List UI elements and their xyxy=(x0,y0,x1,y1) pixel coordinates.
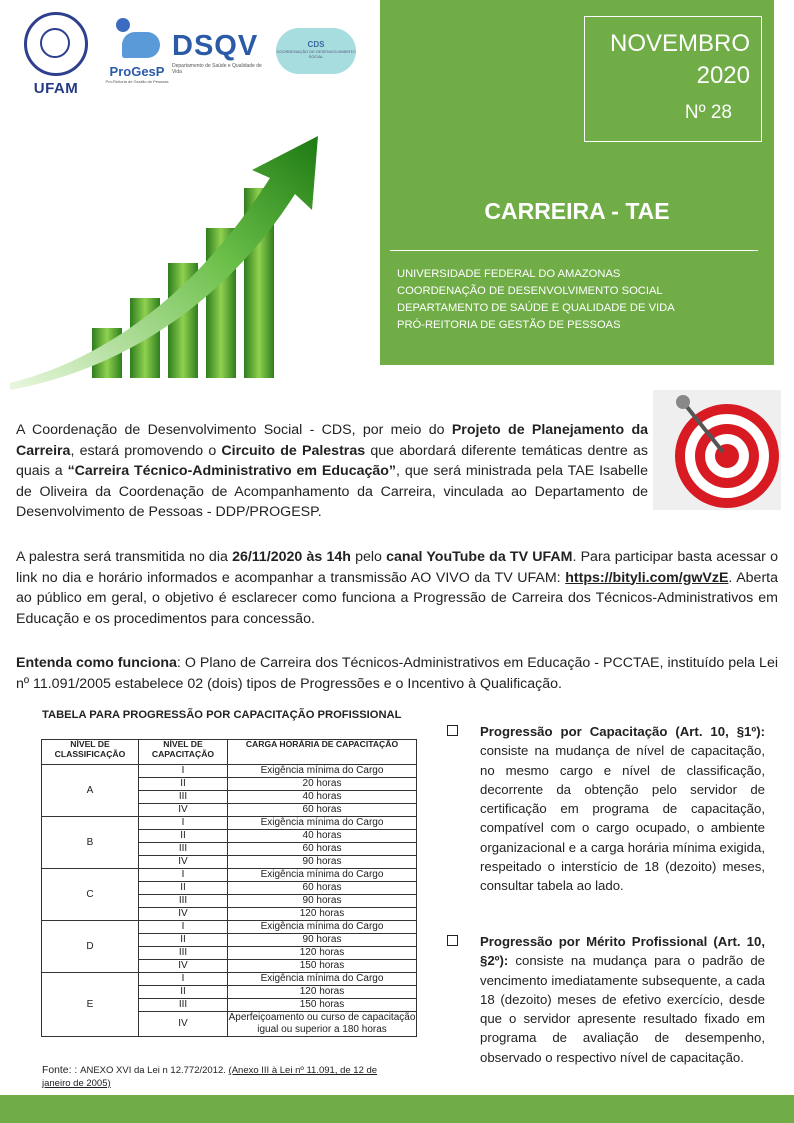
table-source xyxy=(42,1064,402,1090)
broadcast-channel: canal YouTube da TV UFAM xyxy=(386,549,573,565)
capacitation-level-cell: I xyxy=(139,921,228,934)
intro-text: , estará promovendo o xyxy=(70,442,222,459)
table-header: NÍVEL DE CLASSIFICAÇÃO xyxy=(42,740,139,765)
progesp-logo-subtitle: Pró-Reitoria de Gestão de Pessoas xyxy=(105,79,169,84)
title-divider xyxy=(390,250,758,251)
broadcast-text: . Aberta ao público em geral, o objetivo é esclarecer como funciona a Progressão de Carreira dos Técnicos-Administrativos em Educação e os procedimentos para concessão. xyxy=(16,569,778,627)
capacitation-level-cell: I xyxy=(139,973,228,986)
project-name: Projeto de Planejamento da Carreira xyxy=(16,422,648,459)
classification-cell: A xyxy=(42,765,139,817)
intro-text: , que será ministrada pela TAE Isabelle de Oliveira da Coordenação de Acompanhamento da Carreira, vinculada ao Departamento de Desenvolvimento de Pessoas - DDP/PROGESP. xyxy=(16,463,648,520)
institution-line: UNIVERSIDADE FEDERAL DO AMAZONAS xyxy=(397,268,621,280)
header-logos xyxy=(0,0,380,110)
capacitation-level-cell: III xyxy=(139,999,228,1012)
workload-cell: 120 horas xyxy=(228,908,417,921)
capacitation-level-cell: IV xyxy=(139,856,228,869)
workload-cell: 60 horas xyxy=(228,804,417,817)
issue-number: Nº 28 xyxy=(684,102,732,123)
institution-line: DEPARTAMENTO DE SAÚDE E QUALIDADE DE VIDA xyxy=(397,302,675,314)
bullet-title: Progressão por Capacitação (Art. 10, §1º): xyxy=(480,724,765,739)
workload-cell: 150 horas xyxy=(228,999,417,1012)
classification-cell: D xyxy=(42,921,139,973)
workload-cell: Exigência mínima do Cargo xyxy=(228,869,417,882)
newsletter-title: CARREIRA - TAE xyxy=(484,198,670,224)
broadcast-link[interactable]: https://bityli.com/gwVzE xyxy=(565,569,729,586)
cds-logo-subtitle: COORDENAÇÃO DE DESENVOLVIMENTO SOCIAL xyxy=(276,49,356,59)
cds-logo-label: CDS xyxy=(307,40,325,49)
source-prefix: Fonte: : xyxy=(42,1065,81,1076)
table-title: TABELA PARA PROGRESSÃO POR CAPACITAÇÃO PROFISSIONAL xyxy=(42,709,402,721)
institution-line: COORDENAÇÃO DE DESENVOLVIMENTO SOCIAL xyxy=(397,285,663,297)
ufam-logo-label: UFAM xyxy=(33,80,79,97)
workload-cell: Aperfeiçoamento ou curso de capacitação igual ou superior a 180 horas xyxy=(228,1012,416,1035)
table-header: NÍVEL DE CAPACITAÇÃO xyxy=(139,740,228,765)
capacitation-level-cell: III xyxy=(139,791,228,804)
talk-title: “Carreira Técnico-Administrativo em Educação” xyxy=(67,463,397,479)
issue-year: 2020 xyxy=(696,62,750,89)
dsqv-logo-subtitle: Departamento de Saúde e Qualidade de Vida xyxy=(172,63,262,75)
capacitation-level-cell: I xyxy=(139,765,228,778)
explainer-heading: Entenda como funciona xyxy=(16,655,177,671)
event-name: Circuito de Palestras xyxy=(221,442,366,459)
workload-cell: 40 horas xyxy=(228,830,417,843)
institution-line: PRÓ-REITORIA DE GESTÃO DE PESSOAS xyxy=(397,319,621,331)
workload-cell: 120 horas xyxy=(228,986,417,999)
workload-cell: 90 horas xyxy=(228,856,417,869)
intro-text: A Coordenação de Desenvolvimento Social - CDS, por meio do xyxy=(16,422,452,438)
progesp-logo-label: ProGesP xyxy=(109,64,165,79)
intro-paragraph xyxy=(16,420,648,523)
table-row xyxy=(42,973,417,986)
table-row xyxy=(42,869,417,882)
explainer-text: : O Plano de Carreira dos Técnicos-Administrativos em Educação - PCCTAE, instituído pela Lei nº 11.091/2005 estabelece 02 (dois) tipos de Progressões e o Incentivo à Qualificação. xyxy=(16,655,778,692)
target-dart-icon xyxy=(653,390,781,510)
growth-chart-illustration xyxy=(0,118,372,393)
workload-cell: Exigência mínima do Cargo xyxy=(228,921,417,934)
broadcast-text: pelo xyxy=(350,549,387,565)
workload-cell: 60 horas xyxy=(228,843,417,856)
workload-cell: Exigência mínima do Cargo xyxy=(228,973,417,986)
capacitation-level-cell: II xyxy=(139,778,228,791)
table-row xyxy=(42,765,417,778)
progression-table xyxy=(41,739,417,1037)
intro-text: que abordará diferente temáticas dentre as quais a xyxy=(16,442,648,479)
ufam-logo xyxy=(22,12,90,97)
source-annex: (Anexo III à Lei nº 11.091, de 12 de janeiro de 2005) xyxy=(42,1065,378,1089)
workload-cell: 120 horas xyxy=(228,947,417,960)
capacitation-level-cell: I xyxy=(139,869,228,882)
issue-month: NOVEMBRO xyxy=(609,30,750,57)
capacitation-level-cell: II xyxy=(139,986,228,999)
workload-cell: Exigência mínima do Cargo xyxy=(228,765,417,778)
bullet-item xyxy=(447,722,765,896)
classification-cell: E xyxy=(42,973,139,1037)
capacitation-level-cell: IV xyxy=(139,908,228,921)
classification-cell: B xyxy=(42,817,139,869)
checkbox-bullet-icon xyxy=(447,725,458,736)
capacitation-level-cell: II xyxy=(139,882,228,895)
capacitation-level-cell: IV xyxy=(139,804,228,817)
workload-cell: 90 horas xyxy=(228,934,417,947)
broadcast-text: A palestra será transmitida no dia xyxy=(16,549,233,565)
classification-cell: C xyxy=(42,869,139,921)
table-row xyxy=(42,817,417,830)
capacitation-level-cell: IV xyxy=(139,1012,228,1037)
capacitation-level-cell: III xyxy=(139,947,228,960)
source-law: ANEXO XVI da Lei n 12.772/2012. xyxy=(80,1065,229,1076)
table-header: CARGA HORÁRIA DE CAPACITAÇÃO xyxy=(228,740,417,765)
dsqv-logo xyxy=(172,30,268,75)
workload-cell: 40 horas xyxy=(228,791,417,804)
broadcast-date: 26/11/2020 às 14h xyxy=(232,549,351,565)
workload-cell: 20 horas xyxy=(228,778,417,791)
workload-cell: Exigência mínima do Cargo xyxy=(228,817,417,830)
ufam-seal-icon xyxy=(24,12,88,76)
checkbox-bullet-icon xyxy=(447,935,458,946)
table-row xyxy=(42,921,417,934)
capacitation-level-cell: IV xyxy=(139,960,228,973)
workload-cell: 90 horas xyxy=(228,895,417,908)
broadcast-text: . Para participar basta acessar o link no dia e horário informados e acompanhar a transmissão AO VIVO da TV UFAM: xyxy=(16,549,778,586)
capacitation-level-cell: II xyxy=(139,934,228,947)
bullet-text: consiste na mudança de nível de capacitação, no mesmo cargo e nível de classificação, decorrente da obtenção pelo servidor de certificação em programa de capacitação, compatível com o cargo ocupado, o ambiente organizacional e a carga horária mínima exigida, respeitado o interstício de 18 (dezoito) meses, consultar tabela ao lado. xyxy=(480,743,765,894)
workload-cell: 60 horas xyxy=(228,882,417,895)
capacitation-level-cell: II xyxy=(139,830,228,843)
bullet-text: consiste na mudança para o padrão de vencimento imediatamente subsequente, a cada 18 (dezoito) meses de efetivo exercício, desde que o servidor apresente resultado fixado em programa de avaliação de desempenho, observado o respectivo nível de capacitação. xyxy=(480,953,765,1065)
capacitation-level-cell: I xyxy=(139,817,228,830)
progesp-person-icon xyxy=(112,18,162,64)
cds-logo xyxy=(276,28,356,74)
bullet-title: Progressão por Mérito Profissional (Art. 10, §2º): xyxy=(480,934,765,969)
target-illustration xyxy=(653,390,781,510)
dsqv-logo-label: DSQV xyxy=(172,30,259,62)
capacitation-level-cell: III xyxy=(139,895,228,908)
broadcast-paragraph xyxy=(16,547,778,629)
explainer-paragraph xyxy=(16,653,778,694)
capacitation-level-cell: III xyxy=(139,843,228,856)
footer-green-bar xyxy=(0,1095,794,1123)
progesp-logo xyxy=(104,18,170,84)
bullet-item xyxy=(447,932,765,1067)
workload-cell: 150 horas xyxy=(228,960,417,973)
growth-arrow-icon xyxy=(0,118,372,393)
table-header-row xyxy=(42,740,417,765)
